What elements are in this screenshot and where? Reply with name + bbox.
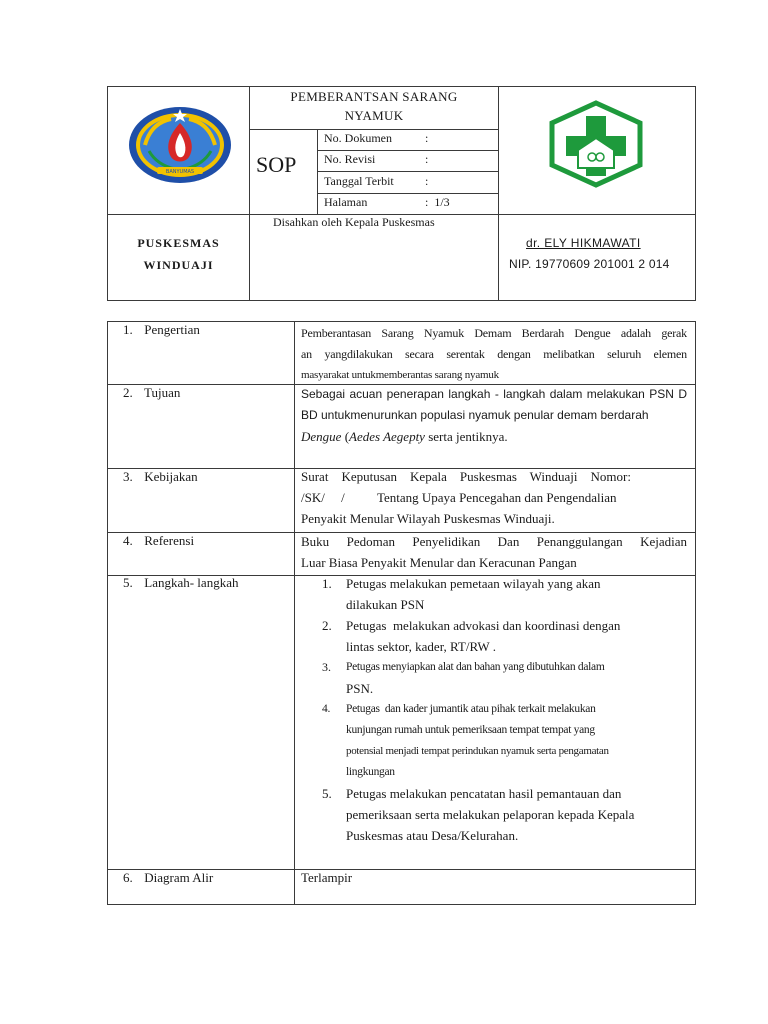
field-page-label: Halaman xyxy=(324,195,368,209)
step-text: Petugas menyiapkan alat dan bahan yang dibutuhkan dalam xyxy=(346,661,605,673)
step-number: 1. xyxy=(322,576,332,591)
row-label-langkah xyxy=(123,575,238,591)
step-text: kunjungan rumah untuk pemeriksaan tempat tempat yang xyxy=(346,724,595,736)
text-line: BD untukmenurunkan populasi nyamuk penular demam berdarah xyxy=(301,408,649,422)
text-line: Penyakit Menular Wilayah Puskesmas Winduaji. xyxy=(301,511,555,526)
puskesmas-cross-logo-icon xyxy=(548,100,644,188)
title-line-1: PEMBERANTSAN SARANG xyxy=(290,89,458,104)
step-text: Petugas dan kader jumantik atau pihak terkait melakukan xyxy=(346,703,596,715)
row-label-referensi xyxy=(123,533,194,549)
header-divider xyxy=(249,129,498,130)
header-divider xyxy=(317,193,498,194)
signer-nip: NIP. 19770609 201001 2 014 xyxy=(509,257,670,271)
title-line-2: NYAMUK xyxy=(344,108,404,123)
header-divider xyxy=(317,150,498,151)
step-item xyxy=(322,657,688,699)
step-number: 2. xyxy=(322,618,332,633)
step-text: Petugas melakukan pencatatan hasil pemantauan dan xyxy=(346,786,622,801)
step-text: Petugas melakukan advokasi dan koordinasi dengan xyxy=(346,618,621,633)
row-content-pengertian xyxy=(301,323,687,386)
org-line-2: WINDUAJI xyxy=(143,258,214,272)
step-item xyxy=(322,615,688,657)
field-doc-number-label: No. Dokumen xyxy=(324,131,392,145)
text-line: Pemberantasan Sarang Nyamuk Demam Berdarah Dengue adalah gerak xyxy=(301,326,687,340)
row-number: 2. xyxy=(123,385,133,400)
step-text: Petugas melakukan pemetaan wilayah yang akan xyxy=(346,576,601,591)
row-number: 1. xyxy=(123,322,133,337)
text-line: Sebagai acuan penerapan langkah - langkah dalam melakukan PSN D xyxy=(301,387,687,401)
text-line: Buku Pedoman Penyelidikan Dan Penanggulangan Kejadian xyxy=(301,534,687,549)
field-revision-label: No. Revisi xyxy=(324,152,376,166)
row-number: 5. xyxy=(123,575,133,590)
row-label-text: Diagram Alir xyxy=(144,870,214,885)
header-divider xyxy=(498,86,499,301)
row-content-referensi xyxy=(301,531,687,573)
row-label-diagram-alir xyxy=(123,870,213,886)
field-doc-number-value: : xyxy=(425,131,429,145)
step-text: PSN. xyxy=(346,681,374,696)
row-number: 4. xyxy=(123,533,133,548)
text-line: an yangdilakukan secara serentak dengan melibatkan seluruh elemen xyxy=(301,347,687,361)
row-number: 6. xyxy=(123,870,133,885)
text-line: Luar Biasa Penyakit Menular dan Keracunan Pangan xyxy=(301,555,577,570)
steps-list xyxy=(322,573,688,846)
row-label-text: Kebijakan xyxy=(144,469,198,484)
plain-text: serta jentiknya. xyxy=(424,429,508,444)
signer-name: dr. ELY HIKMAWATI xyxy=(526,236,641,250)
row-number: 3. xyxy=(123,469,133,484)
row-label-text: Pengertian xyxy=(144,322,200,337)
step-number: 4. xyxy=(322,703,331,715)
column-divider xyxy=(294,321,295,905)
step-item xyxy=(322,783,688,846)
district-emblem-icon xyxy=(127,105,233,185)
row-content-tujuan xyxy=(301,384,687,447)
text-line: /SK/ / Tentang Upaya Pencegahan dan Pengendalian xyxy=(301,490,617,505)
org-line-1: PUSKESMAS xyxy=(137,236,220,250)
step-text: lintas sektor, kader, RT/RW . xyxy=(346,639,496,654)
ratified-by: Disahkan oleh Kepala Puskesmas xyxy=(273,215,435,229)
row-label-pengertian xyxy=(123,322,200,338)
step-text: Puskesmas atau Desa/Kelurahan. xyxy=(346,828,519,843)
step-text: potensial menjadi tempat perindukan nyamuk serta pengamatan xyxy=(346,745,609,757)
step-number: 3. xyxy=(322,660,331,674)
svg-text:BANYUMAS: BANYUMAS xyxy=(165,169,195,175)
step-text: dilakukan PSN xyxy=(346,597,425,612)
step-item xyxy=(322,573,688,615)
field-issue-date-label: Tanggal Terbit xyxy=(324,174,394,188)
text-line xyxy=(301,426,687,447)
step-text: lingkungan xyxy=(346,766,395,778)
step-text: pemeriksaan serta melakukan pelaporan kepada Kepala xyxy=(346,807,635,822)
italic-text: Aedes Aegepty xyxy=(349,429,425,444)
row-content-kebijakan xyxy=(301,466,687,529)
plain-text: ( xyxy=(341,429,350,444)
row-label-text: Langkah- langkah xyxy=(144,575,239,590)
row-label-kebijakan xyxy=(123,469,198,485)
field-revision-value: : xyxy=(425,152,429,166)
row-label-text: Referensi xyxy=(144,533,195,548)
field-issue-date-value: : xyxy=(425,174,429,188)
field-page-value: : 1/3 xyxy=(425,195,450,209)
step-number: 5. xyxy=(322,786,332,801)
row-content-diagram-alir: Terlampir xyxy=(301,870,353,885)
step-item xyxy=(322,699,688,783)
italic-text: Dengue xyxy=(301,429,342,444)
row-label-tujuan xyxy=(123,385,180,401)
sop-label: SOP xyxy=(256,152,297,177)
org-name xyxy=(108,232,249,276)
row-label-text: Tujuan xyxy=(144,385,181,400)
text-line: Surat Keputusan Kepala Puskesmas Winduaji Nomor: xyxy=(301,469,631,484)
document-title xyxy=(250,87,498,125)
text-line: masyarakat untukmemberantas sarang nyamuk xyxy=(301,369,499,381)
header-divider xyxy=(317,171,498,172)
